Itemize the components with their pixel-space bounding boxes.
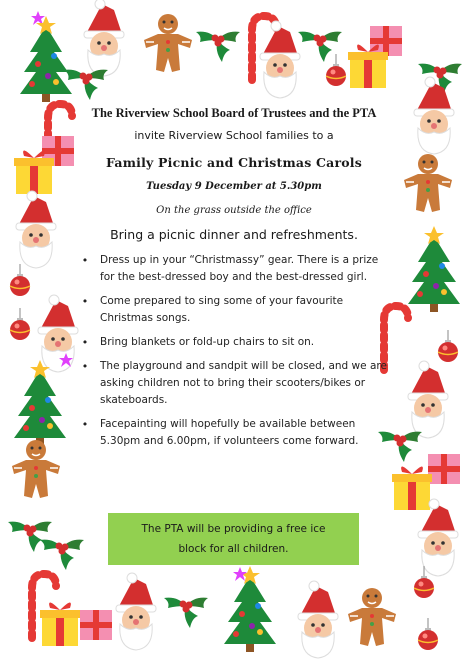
gingerbread-man-icon	[404, 154, 452, 212]
bullet-icon: •	[81, 336, 89, 349]
ornament-icon	[438, 330, 458, 362]
holly-icon	[298, 32, 342, 62]
event-date: Tuesday 9 December at 5.30pm	[146, 181, 322, 192]
ornament-icon	[10, 308, 30, 340]
gift-box-icon	[392, 466, 432, 510]
flyer-body	[78, 104, 390, 457]
list-item	[78, 252, 390, 286]
christmas-tree-icon	[408, 226, 460, 312]
ornament-icon	[10, 264, 30, 296]
santa-icon	[16, 191, 56, 268]
note-text: The PTA will be providing a free ice block for all children.	[141, 523, 326, 555]
christmas-tree-icon	[224, 566, 276, 652]
holly-icon	[64, 70, 108, 100]
bullet-icon: •	[81, 295, 89, 308]
info-list	[78, 252, 390, 450]
holly-icon	[40, 540, 84, 570]
santa-icon	[414, 77, 454, 154]
bring-line: Bring a picnic dinner and refreshments.	[110, 227, 358, 242]
list-item	[78, 334, 390, 351]
event-title: Family Picnic and Christmas Carols	[106, 155, 362, 170]
list-item	[78, 293, 390, 327]
list-item-text: Dress up in your “Christmassy” gear. There is a prize for the best-dressed boy and the best-dressed girl.	[100, 254, 379, 283]
organiser-line: The Riverview School Board of Trustees and the PTA	[91, 106, 377, 120]
star-icon	[31, 11, 45, 25]
list-item	[78, 358, 390, 409]
list-item	[78, 416, 390, 450]
santa-icon	[116, 573, 156, 650]
list-item-text: Come prepared to sing some of your favourite Christmas songs.	[100, 295, 344, 324]
santa-icon	[298, 581, 338, 658]
santa-icon	[260, 21, 300, 98]
holly-icon	[196, 32, 240, 62]
list-item-text: The playground and sandpit will be closed, and we are asking children not to bring their scooters/bikes or skateboards.	[100, 360, 387, 406]
invite-line: invite Riverview School families to a	[134, 129, 334, 142]
gift-box-icon	[370, 26, 402, 56]
santa-icon	[38, 295, 78, 372]
bullet-icon: •	[81, 360, 89, 373]
gift-box-icon	[428, 454, 460, 484]
gift-box-icon	[40, 602, 80, 646]
ornament-icon	[418, 618, 438, 650]
ice-block-note	[108, 513, 359, 565]
gingerbread-man-icon	[12, 440, 60, 498]
christmas-tree-icon	[20, 16, 72, 102]
christmas-tree-icon	[14, 360, 66, 446]
gift-box-icon	[80, 610, 112, 640]
gingerbread-man-icon	[144, 14, 192, 72]
list-item-text: Bring blankets or fold-up chairs to sit on.	[100, 336, 315, 348]
bullet-icon: •	[81, 254, 89, 267]
santa-icon	[408, 361, 448, 438]
ornament-icon	[326, 54, 346, 86]
gingerbread-man-icon	[348, 588, 396, 646]
bullet-icon: •	[81, 418, 89, 431]
list-item-text: Facepainting will hopefully be available between 5.30pm and 6.00pm, if volunteers come forward.	[100, 418, 359, 447]
santa-icon	[84, 0, 124, 76]
holly-icon	[164, 598, 208, 628]
event-place: On the grass outside the office	[156, 205, 312, 216]
santa-icon	[418, 499, 458, 576]
